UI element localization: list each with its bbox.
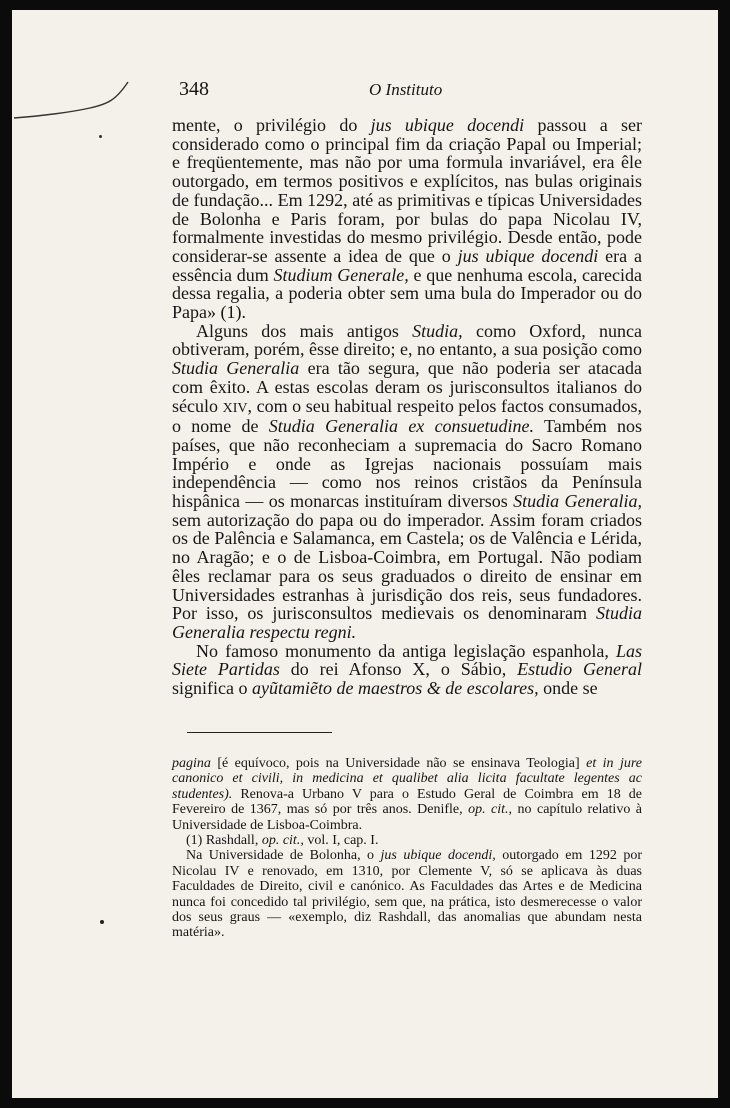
page-number: 348 xyxy=(179,78,209,100)
pen-stroke-mark xyxy=(12,80,132,130)
text-run: do rei Afonso X, o Sábio, xyxy=(279,659,518,680)
text-run: [é equívoco, pois na Universidade não se ensinava Teologia] xyxy=(210,756,587,771)
paragraph xyxy=(172,116,642,322)
italic-run: jus ubique docendi xyxy=(370,115,525,135)
document-page xyxy=(12,10,718,1098)
italic-run: Studia Generalia, xyxy=(513,491,642,512)
footnote-continuation xyxy=(172,756,642,833)
text-run: No famoso monumento da antiga legislação espanhola, xyxy=(196,640,616,661)
text-run: Na Universidade de Bolonha, o xyxy=(186,848,381,864)
italic-run: Studia Generalia xyxy=(172,358,300,379)
italic-run: Studia, xyxy=(412,320,463,341)
text-run: vol. I, cap. I. xyxy=(303,833,379,849)
text-run: Renova-a Urbano V para o Estudo Geral de Coimbra em 18 de Fevereiro de 1367, mas só por três anos. Denifle, xyxy=(172,786,642,818)
text-run: (1) Rashdall, xyxy=(186,833,262,849)
running-title: O Instituto xyxy=(369,80,443,99)
footnote-divider xyxy=(187,732,332,733)
text-run: no capítulo relativo à Universidade de Lisboa-Coimbra. xyxy=(172,802,643,833)
text-run: significa o xyxy=(172,678,252,699)
text-run: sem autorização do papa ou do imperador. Assim foram criados os de Palência e Salamanca, em Castela; os de Valência e Lérida, no Aragão; e o de Lisboa-Coimbra, em Portugal. Não podiam êles reclamar para os seus graduados o direito de ensinar em Universidades estranhas à jurisdição dos reis, seus fundadores. Por isso, os jurisconsultos medievais os denominaram xyxy=(172,509,642,624)
body-text xyxy=(172,116,642,698)
text-run: outorgado em 1292 por Nicolau IV e renovado, em 1310, por Clemente V, só se aplicava às duas Faculdades de Direito, civil e canónico. As Faculdades das Artes e de Medicina nunca foi concedido tal privilégio, sem que, na prática, isto desmerecesse o valor dos seus graus — «exemplo, diz Rashdall, das anomalias que abundam nesta matéria». xyxy=(172,848,642,941)
italic-run: op. cit., xyxy=(468,802,513,818)
text-run: era tão segura, que não poderia ser atacada com êxito. A estas escolas deram os jurisconsultos italianos do século xyxy=(172,358,642,416)
italic-run: Las Siete Partidas xyxy=(172,640,642,680)
text-run: XIV xyxy=(222,399,248,416)
italic-run: Studia Generalia respectu regni. xyxy=(172,603,642,642)
paragraph xyxy=(172,642,642,698)
italic-run: Studia Generalia ex consuetudine. xyxy=(268,416,535,437)
italic-run: jus ubique docendi xyxy=(457,245,599,266)
italic-run: Estudio General xyxy=(517,659,642,680)
text-run: onde se xyxy=(538,678,598,699)
text-run: passou a ser considerado como o principal fim da criação Papal ou Imperial; e freqüentemente, mas não por uma formula invariável, era êle outorgado, em termos positivos e explícitos, nas bulas originais de fundação... Em 1292, até as primitivas e típicas Universidades de Bolonha e Paris foram, por bulas do papa Nicolau IV, formalmente investidas do mesmo privilégio. Desde então, pode considerar-se assente a idea de que o xyxy=(172,115,642,266)
ink-speck xyxy=(100,920,104,924)
footnote xyxy=(172,848,642,940)
text-run: e que nenhuma escola, carecida dessa regalia, a poderia obter sem uma bula do Imperador ou do Papa» (1). xyxy=(172,264,642,323)
text-run: Alguns dos mais antigos xyxy=(196,320,413,341)
footnotes xyxy=(172,756,642,941)
page-header xyxy=(169,68,649,102)
italic-run: ayũtamiẽto de maestros & de escolares, xyxy=(251,678,539,699)
italic-run: pagina xyxy=(172,756,211,771)
paragraph xyxy=(172,322,642,642)
text-run: mente, o privilégio do xyxy=(172,115,371,135)
text-run: era a essência dum xyxy=(172,245,643,285)
text-run: Também nos países, que não reconheciam a supremacia do Sacro Romano Império e onde as Igrejas nacionais possuíam mais independência — como nos reinos cristãos da Península hispânica — os monarcas instituíram diversos xyxy=(172,416,642,512)
footnote xyxy=(172,833,642,848)
ink-speck xyxy=(99,135,102,138)
text-run: , com o seu habitual respeito pelos factos consumados, o nome de xyxy=(172,395,642,437)
italic-run: jus ubique docendi, xyxy=(380,848,496,864)
text-run: como Oxford, nunca obtiveram, porém, êsse direito; e, no entanto, a sua posição como xyxy=(172,320,642,360)
italic-run: Studium Generale, xyxy=(273,264,409,285)
italic-run: op. cit., xyxy=(261,833,304,849)
italic-run: et in jure canonico et civili, in medicina et qualibet alia licita facultate legentes ac studentes). xyxy=(172,756,642,802)
